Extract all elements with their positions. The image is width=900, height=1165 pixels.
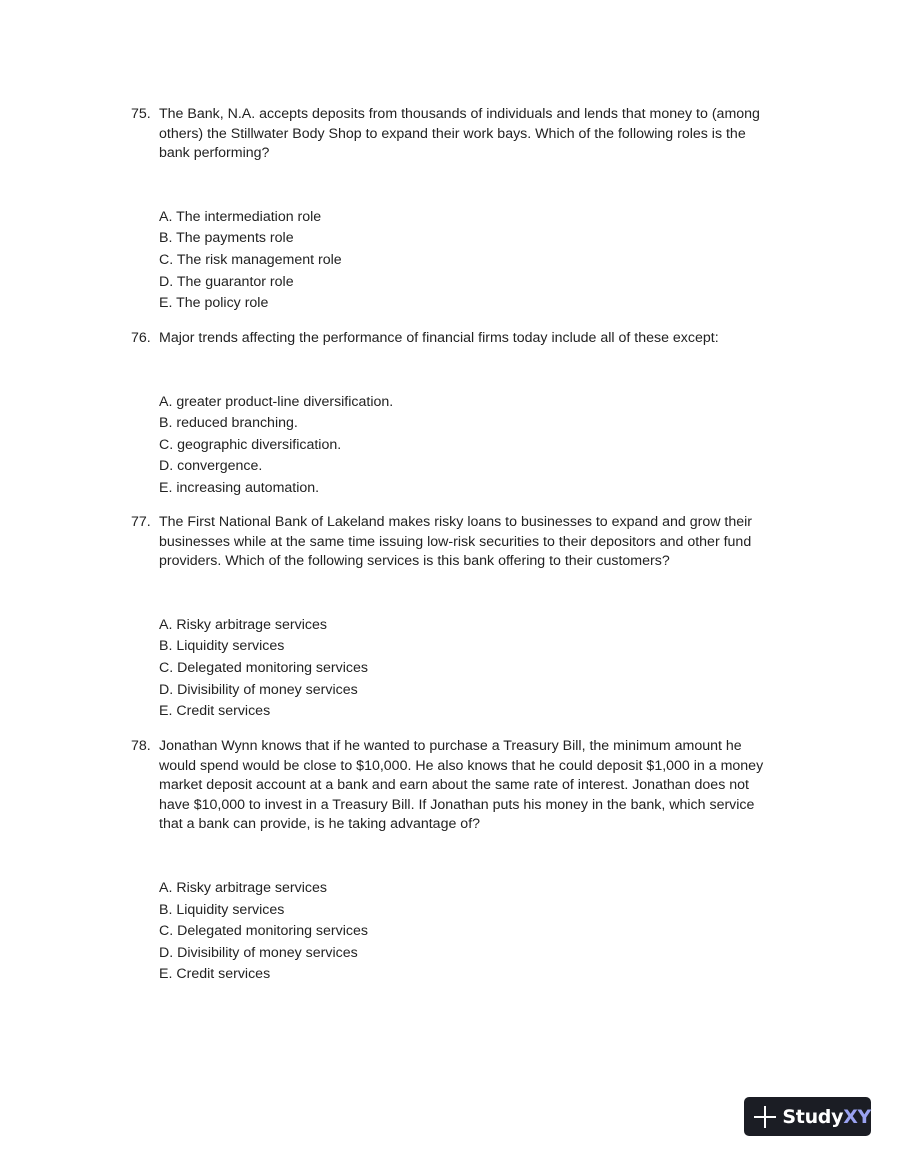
answer-options bbox=[131, 207, 796, 315]
answer-option: E. Credit services bbox=[159, 966, 271, 983]
question-text-line: providers. Which of the following services is this bank offering to their customers? bbox=[159, 553, 670, 570]
answer-options bbox=[131, 878, 796, 986]
question-stem bbox=[131, 737, 796, 835]
answer-option: B. Liquidity services bbox=[159, 638, 285, 655]
question-text-line: would spend would be close to $10,000. He also knows that he could deposit $1,000 in a money bbox=[159, 757, 764, 774]
answer-options bbox=[131, 392, 796, 500]
question-number: 75. bbox=[131, 106, 151, 122]
question-text-line: bank performing? bbox=[159, 145, 270, 162]
answer-option: C. Delegated monitoring services bbox=[159, 923, 368, 940]
question-number: 77. bbox=[131, 514, 151, 530]
question-stem bbox=[131, 329, 796, 349]
answer-option: D. Divisibility of money services bbox=[159, 944, 358, 961]
answer-option: D. Divisibility of money services bbox=[159, 681, 358, 698]
question-text-line: The First National Bank of Lakeland makes risky loans to businesses to expand and grow their bbox=[159, 514, 753, 530]
question-text-line: market deposit account at a bank and earn about the same rate of interest. Jonathan does not bbox=[159, 777, 749, 794]
question-stem bbox=[131, 105, 796, 164]
answer-option: E. The policy role bbox=[159, 295, 269, 312]
answer-option: A. Risky arbitrage services bbox=[159, 879, 327, 896]
plus-icon bbox=[753, 1105, 776, 1129]
question-text-line: The Bank, N.A. accepts deposits from thousands of individuals and lends that money to (among bbox=[159, 106, 760, 122]
answer-option: C. The risk management role bbox=[159, 251, 342, 268]
answer-option: D. The guarantor role bbox=[159, 273, 294, 290]
answer-option: A. Risky arbitrage services bbox=[159, 616, 327, 633]
question-text bbox=[159, 105, 796, 164]
answer-option: E. increasing automation. bbox=[159, 479, 320, 496]
question-text-line: businesses while at the same time issuing low-risk securities to their depositors and other fund bbox=[159, 533, 752, 550]
badge-wordmark bbox=[782, 1106, 871, 1128]
question-75 bbox=[131, 105, 796, 315]
question-text bbox=[159, 513, 796, 572]
question-text-line: Jonathan Wynn knows that if he wanted to purchase a Treasury Bill, the minimum amount he bbox=[159, 738, 742, 754]
answer-option: D. convergence. bbox=[159, 458, 263, 475]
answer-option: A. The intermediation role bbox=[159, 208, 322, 225]
question-text bbox=[159, 329, 796, 349]
answer-option: B. The payments role bbox=[159, 230, 294, 247]
question-text-line: have $10,000 to invest in a Treasury Bill. If Jonathan puts his money in the bank, which service bbox=[159, 796, 755, 813]
answer-option: B. Liquidity services bbox=[159, 901, 285, 918]
question-number: 78. bbox=[131, 738, 151, 754]
question-text bbox=[159, 737, 796, 835]
question-77 bbox=[131, 513, 796, 723]
question-text-line: others) the Stillwater Body Shop to expand their work bays. Which of the following roles is the bbox=[159, 125, 746, 142]
question-76 bbox=[131, 329, 796, 500]
answer-options bbox=[131, 615, 796, 723]
answer-option: C. geographic diversification. bbox=[159, 436, 342, 453]
studyxy-logo-badge[interactable] bbox=[744, 1097, 871, 1136]
answer-option: B. reduced branching. bbox=[159, 415, 298, 432]
question-78 bbox=[131, 737, 796, 986]
badge-text-xy: XY bbox=[843, 1105, 871, 1128]
answer-option: E. Credit services bbox=[159, 703, 271, 720]
question-number: 76. bbox=[131, 330, 151, 346]
question-stem bbox=[131, 513, 796, 572]
question-text-line: Major trends affecting the performance of financial firms today include all of these except: bbox=[159, 330, 719, 346]
badge-text-study: Study bbox=[782, 1105, 844, 1128]
answer-option: C. Delegated monitoring services bbox=[159, 659, 368, 676]
answer-option: A. greater product-line diversification. bbox=[159, 393, 394, 410]
question-text-line: that a bank can provide, is he taking advantage of? bbox=[159, 816, 481, 833]
